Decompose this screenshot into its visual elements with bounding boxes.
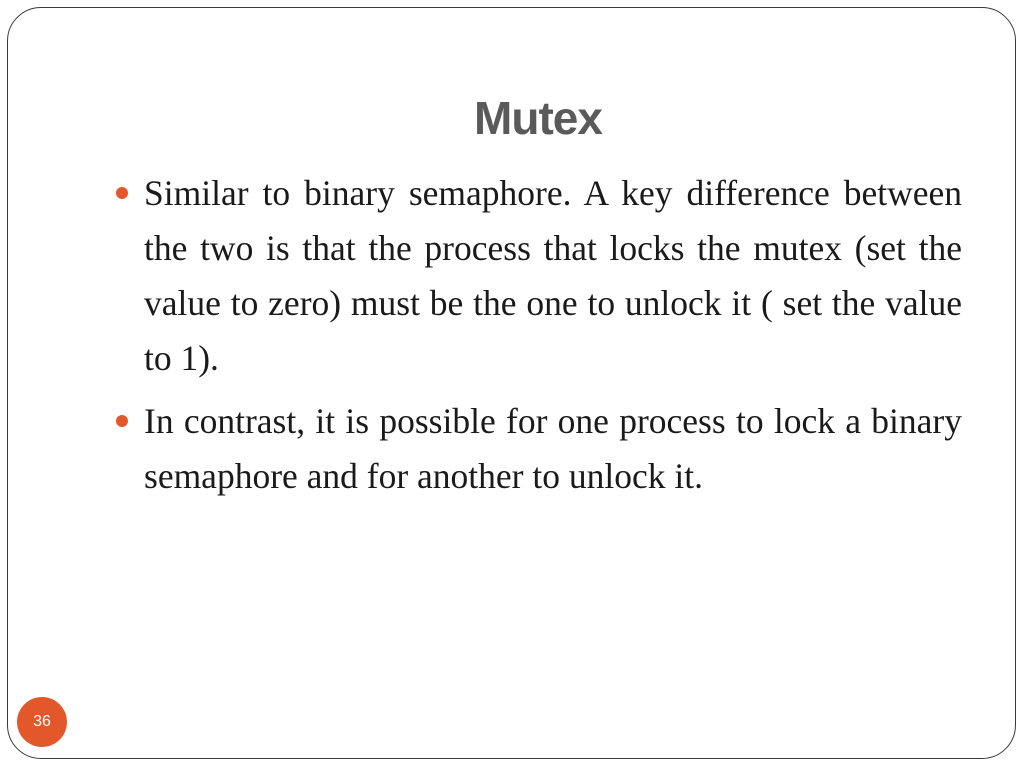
page-number-badge bbox=[17, 697, 67, 747]
bullet-list bbox=[116, 166, 962, 512]
bullet-text: Similar to binary semaphore. A key difference between the two is that the process that locks the mutex (set the value to zero) must be the one to unlock it ( set the value to 1). bbox=[144, 173, 962, 378]
bullet-item bbox=[116, 394, 962, 504]
bullet-text: In contrast, it is possible for one process to lock a binary semaphore and for another to unlock it. bbox=[144, 401, 962, 496]
bullet-dot-icon bbox=[116, 187, 128, 199]
bullet-dot-icon bbox=[116, 415, 128, 427]
bullet-item bbox=[116, 166, 962, 386]
page-number: 36 bbox=[33, 713, 51, 730]
slide-title: Mutex bbox=[474, 92, 602, 144]
